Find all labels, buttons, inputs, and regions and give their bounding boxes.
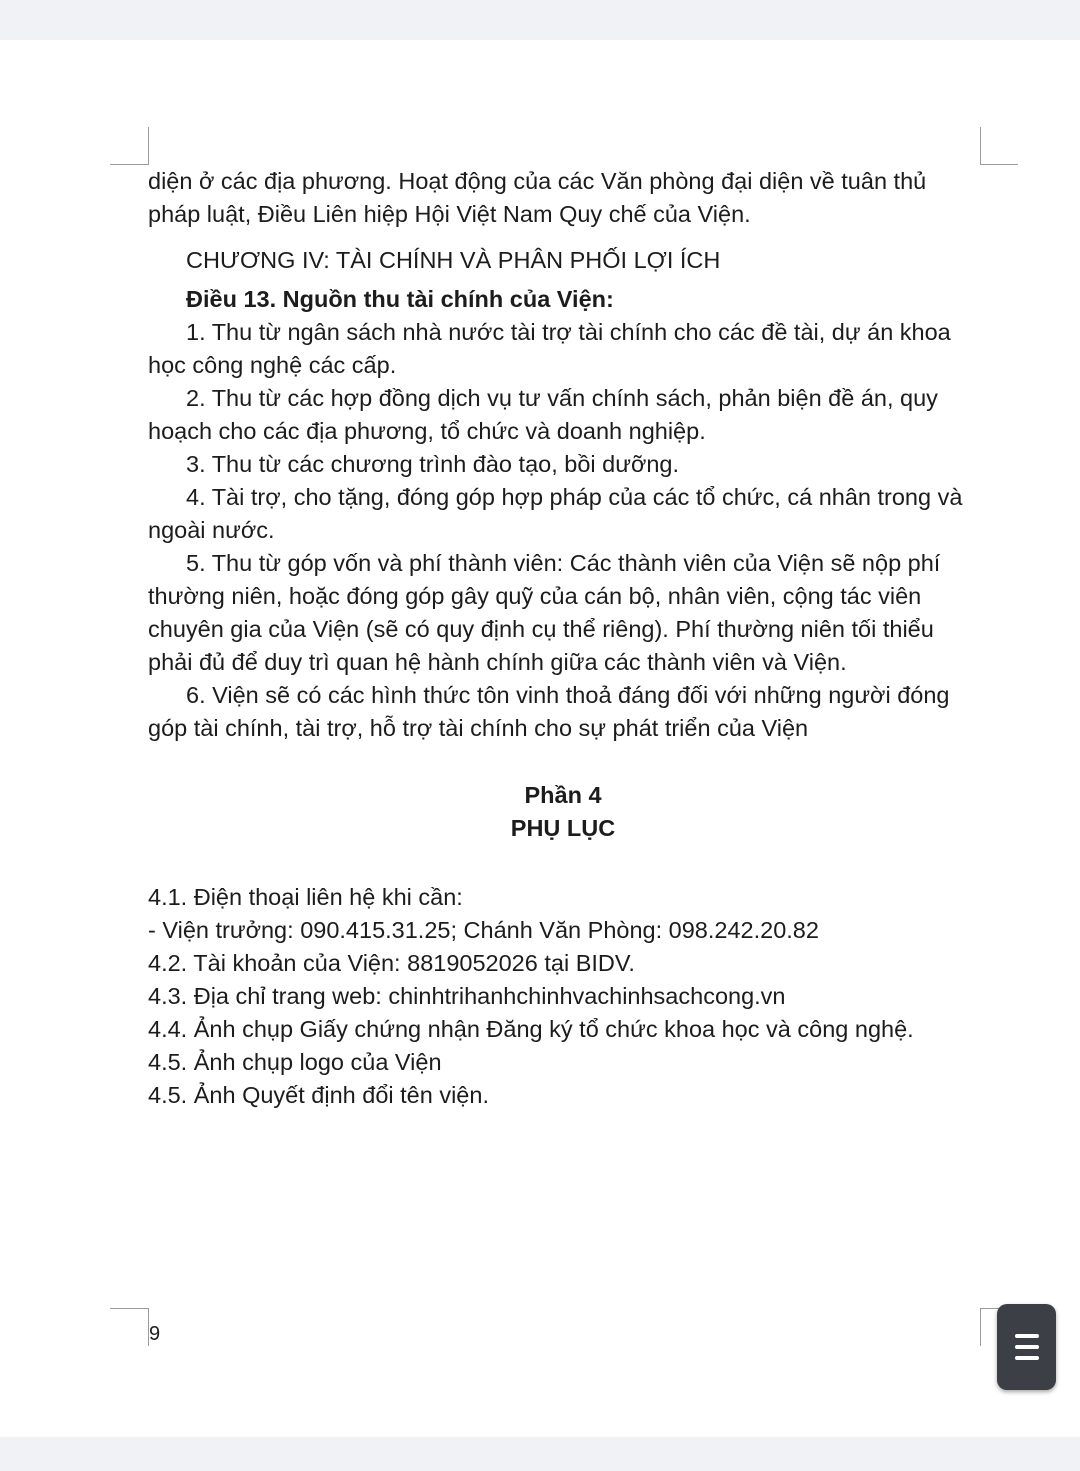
crop-mark-top-left-h — [110, 164, 148, 165]
intro-line: diện ở các địa phương. Hoạt động của các Văn phòng đại diện về tuân thủ — [148, 168, 927, 194]
page-number: 9 — [149, 1323, 161, 1345]
hamburger-menu-icon — [1015, 1356, 1039, 1360]
crop-mark-bottom-right-v — [980, 1308, 981, 1346]
article-heading: Điều 13. Nguồn thu tài chính của Viện: — [186, 286, 614, 312]
crop-mark-bottom-left-h — [110, 1308, 148, 1309]
appendix-line: 4.1. Điện thoại liên hệ khi cần: — [148, 884, 463, 910]
crop-mark-top-left-v — [148, 127, 149, 165]
appendix-line: - Viện trưởng: 090.415.31.25; Chánh Văn Phòng: 098.242.20.82 — [148, 917, 819, 943]
list-item: 4. Tài trợ, cho tặng, đóng góp hợp pháp của các tổ chức, cá nhân trong và ngoài nước. — [148, 484, 963, 543]
hamburger-menu-icon — [1015, 1334, 1039, 1338]
part-title: PHỤ LỤC — [510, 815, 616, 841]
list-item: 6. Viện sẽ có các hình thức tôn vinh thoả đáng đối với những người đóng góp tài chính, tài trợ, hỗ trợ tài chính cho sự phát triển của Viện — [148, 682, 950, 741]
part-label: Phần 4 — [524, 782, 602, 808]
hamburger-menu-icon — [1015, 1345, 1039, 1349]
page-content — [148, 165, 978, 1112]
chapter-heading: CHƯƠNG IV: TÀI CHÍNH VÀ PHÂN PHỐI LỢI ÍCH — [186, 247, 721, 273]
list-item: 5. Thu từ góp vốn và phí thành viên: Các thành viên của Viện sẽ nộp phí thường niên, hoặc đóng góp gây quỹ của cán bộ, nhân viên, cộng tác viên chuyên gia của Viện (sẽ có quy định cụ thể riêng). Phí thường niên tối thiểu phải đủ để duy trì quan hệ hành chính giữa các thành viên và Viện. — [148, 550, 941, 675]
document-page — [0, 40, 1080, 1437]
list-item: 1. Thu từ ngân sách nhà nước tài trợ tài chính cho các đề tài, dự án khoa học công nghệ các cấp. — [148, 319, 951, 378]
appendix-line: 4.3. Địa chỉ trang web: chinhtrihanhchinhvachinhsachcong.vn — [148, 983, 786, 1009]
list-item: 2. Thu từ các hợp đồng dịch vụ tư vấn chính sách, phản biện đề án, quy hoạch cho các địa phương, tổ chức và doanh nghiệp. — [148, 385, 938, 444]
appendix-line: 4.5. Ảnh chụp logo của Viện — [148, 1049, 442, 1075]
crop-mark-top-right-v — [980, 127, 981, 165]
appendix-line: 4.5. Ảnh Quyết định đổi tên viện. — [148, 1082, 489, 1108]
appendix-line: 4.2. Tài khoản của Viện: 8819052026 tại BIDV. — [148, 950, 635, 976]
crop-mark-top-right-h — [980, 164, 1018, 165]
intro-line: pháp luật, Điều Liên hiệp Hội Việt Nam Quy chế của Viện. — [148, 201, 751, 227]
list-item: 3. Thu từ các chương trình đào tạo, bồi dưỡng. — [186, 451, 680, 477]
appendix-line: 4.4. Ảnh chụp Giấy chứng nhận Đăng ký tổ chức khoa học và công nghệ. — [148, 1016, 914, 1042]
menu-button[interactable] — [997, 1304, 1056, 1390]
